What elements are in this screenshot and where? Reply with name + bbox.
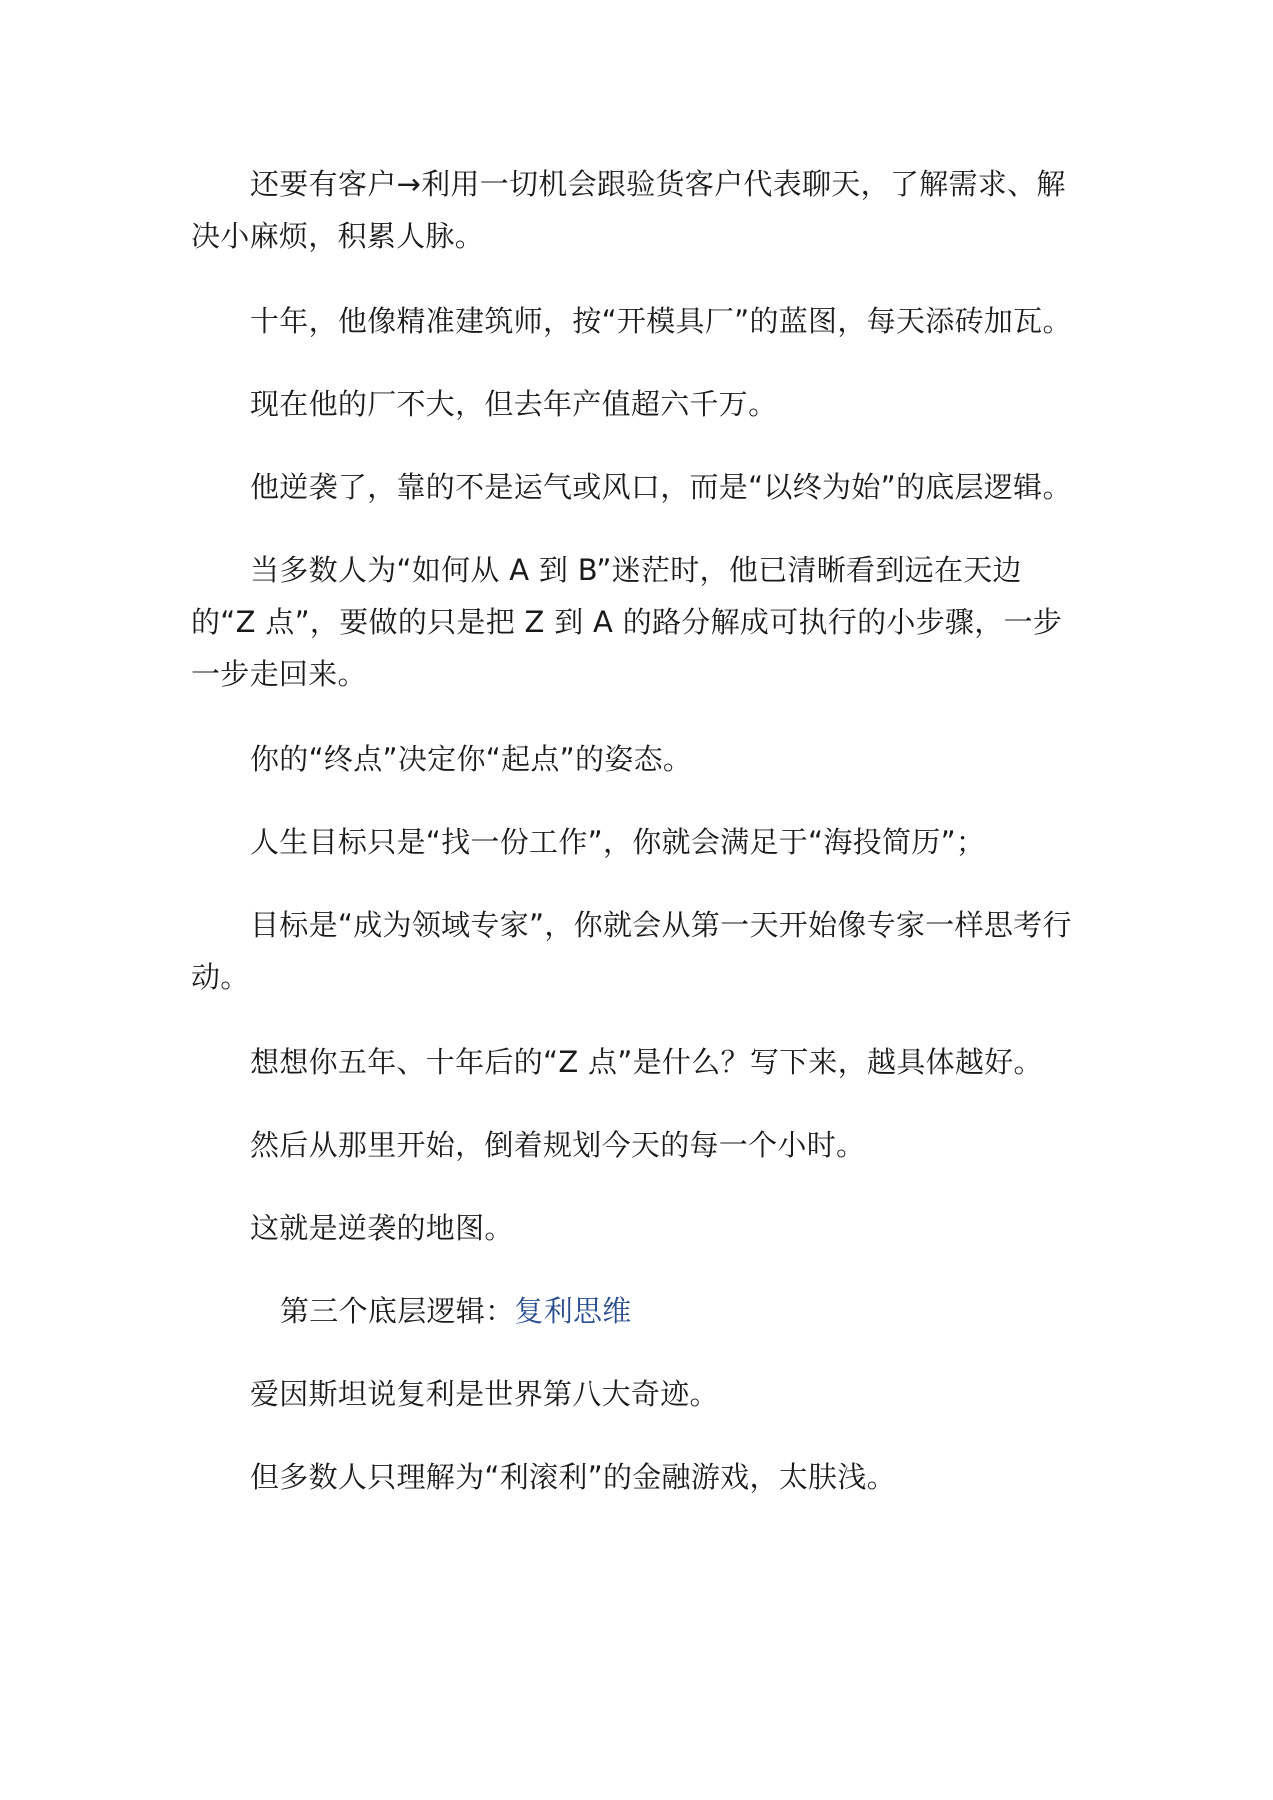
- paragraph-map: 这就是逆袭的地图。: [250, 1211, 514, 1245]
- paragraph-factory-output: 现在他的厂不大，但去年产值超六千万。: [250, 387, 778, 421]
- section-heading: [280, 1285, 632, 1337]
- paragraph-einstein: 爱因斯坦说复利是世界第八大奇迹。: [250, 1377, 719, 1411]
- paragraph-end-point: 你的“终点”决定你“起点”的姿态。: [250, 742, 693, 776]
- paragraph-a-to-b: 当多数人为“如何从 A 到 B”迷茫时，他已清晰看到远在天边的“Z 点”，要做的只是把 Z 到 A 的路分解成可执行的小步骤，一步一步走回来。: [191, 553, 1063, 691]
- paragraph-plan-backwards: 然后从那里开始，倒着规划今天的每一个小时。: [250, 1128, 866, 1162]
- paragraph-comeback-logic: 他逆袭了，靠的不是运气或风口，而是“以终为始”的底层逻辑。: [250, 470, 1072, 504]
- paragraph-ten-years: 十年，他像精准建筑师，按“开模具厂”的蓝图，每天添砖加瓦。: [250, 304, 1072, 338]
- paragraph-z-point: 想想你五年、十年后的“Z 点”是什么？写下来，越具体越好。: [250, 1045, 1043, 1079]
- paragraph-find-job: 人生目标只是“找一份工作”，你就会满足于“海投简历”；: [250, 825, 986, 859]
- section-heading-prefix: 第三个底层逻辑：: [280, 1294, 515, 1328]
- section-heading-highlight: 复利思维: [514, 1294, 632, 1328]
- paragraph-shallow: 但多数人只理解为“利滚利”的金融游戏，太肤浅。: [250, 1460, 896, 1494]
- paragraph-customers: 还要有客户→利用一切机会跟验货客户代表聊天，了解需求、解决小麻烦，积累人脉。: [191, 167, 1066, 253]
- paragraph-become-expert: 目标是“成为领域专家”，你就会从第一天开始像专家一样思考行动。: [191, 908, 1072, 994]
